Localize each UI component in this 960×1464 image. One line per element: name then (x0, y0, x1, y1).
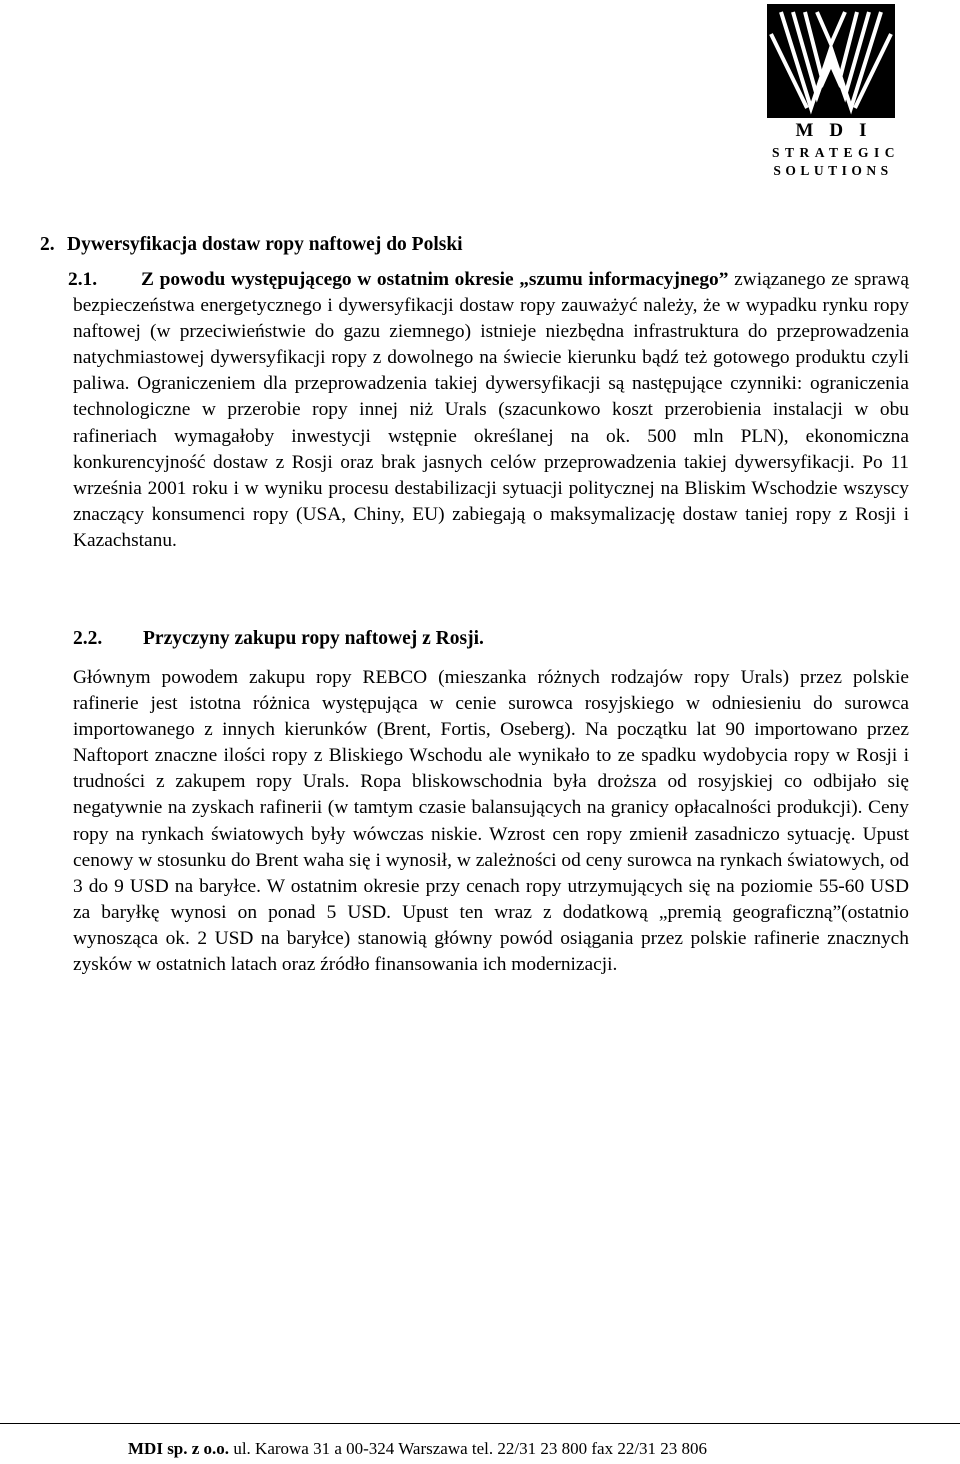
section-heading (40, 232, 463, 258)
paragraph-2-1-lead-text: Z powodu występującego w ostatnim okresie „szumu informacyjnego” (141, 269, 729, 290)
footer-company: MDI sp. z o.o. (128, 1439, 230, 1458)
paragraph-2-1-body: związanego ze sprawą bezpieczeństwa energetycznego i dywersyfikacji dostaw ropy zauważyć należy, że w wypadku rynku ropy naftowej (w przeciwieństwie do gazu ziemnego) istnieje niezbędna infrastruktura do przeprowadzenia natychmiastowej dywersyfikacji ropy z dowolnego na świecie kierunku bądź też gotowego produktu czyli paliwa. Ograniczeniem dla przeprowadzenia takiej dywersyfikacji są następujące czynniki: ograniczenia technologiczne w przerobie ropy innej niż Urals (szacunkowo koszt przerobienia instalacji w obu rafineriach wymagałoby inwestycji wstępnie określanej na ok. 500 mln PLN), ekonomiczna konkurencyjność dostaw z Rosji oraz brak jasnych celów przeprowadzenia takiej dywersyfikacji. Po 11 września 2001 roku i w wyniku procesu destabilizacji sytuacji politycznej na Bliskim Wschodzie wszyscy znaczący konsumenci ropy (USA, Chiny, EU) zabiegają o maksymalizację dostaw taniej ropy z Rosji i Kazachstanu. (73, 269, 909, 551)
logo-line-solutions: SOLUTIONS (773, 163, 893, 178)
footer-divider (0, 1423, 960, 1424)
paragraph-2-1 (68, 267, 909, 554)
logo-line-strategic: STRATEGIC (772, 145, 901, 160)
subsection-2-2-title: Przyczyny zakupu ropy naftowej z Rosji. (143, 628, 484, 649)
subsection-2-2-heading (73, 626, 484, 652)
section-number: 2. (40, 234, 55, 255)
footer (128, 1438, 707, 1460)
paragraph-2-1-lead (68, 269, 729, 290)
section-title: Dywersyfikacja dostaw ropy naftowej do Polski (67, 234, 463, 255)
logo-emblem (767, 4, 895, 118)
subsection-2-2-number: 2.2. (73, 628, 103, 649)
company-logo (767, 4, 901, 178)
paragraph-2-2: Głównym powodem zakupu ropy REBCO (mieszanka różnych rodzajów ropy Urals) przez polskie rafinerie jest istotna różnica występująca w cenie surowca rosyjskiego w odniesieniu do surowca importowanego z innych kierunków (Brent, Fortis, Oseberg). Na początku lat 90 importowano przez Naftoport znaczne ilości ropy z Bliskiego Wschodu ale wynikało to ze spadku wydobycia ropy w Rosji i trudności z zakupem ropy Urals. Ropa bliskowschodnia była droższa od rosyjskiej co odbijało się negatywnie na zyskach rafinerii (w tamtym czasie balansujących na granicy opłacalności produkcji). Ceny ropy na rynkach światowych były wówczas niskie. Wzrost cen ropy zmienił zasadniczo sytuację. Upust cenowy w stosunku do Brent waha się i wynosił, w zależności od ceny surowca na rynkach światowych, od 3 do 9 USD na baryłce. W ostatnim okresie przy cenach ropy utrzymujących się na poziomie 55-60 USD za baryłkę wynosi on ponad 5 USD. Upust ten wraz z dodatkową „premią geograficzną”(ostatnio wynosząca ok. 2 USD na baryłce) stanowią główny powód osiągania przez polskie rafinerie znacznych zysków w ostatnich latach oraz źródło finansowania ich modernizacji. (73, 667, 909, 976)
footer-address: ul. Karowa 31 a 00-324 Warszawa tel. 22/31 23 800 fax 22/31 23 806 (233, 1439, 708, 1458)
logo-mark-text: MDI (795, 120, 883, 141)
subsection-2-1-number: 2.1. (68, 269, 98, 290)
